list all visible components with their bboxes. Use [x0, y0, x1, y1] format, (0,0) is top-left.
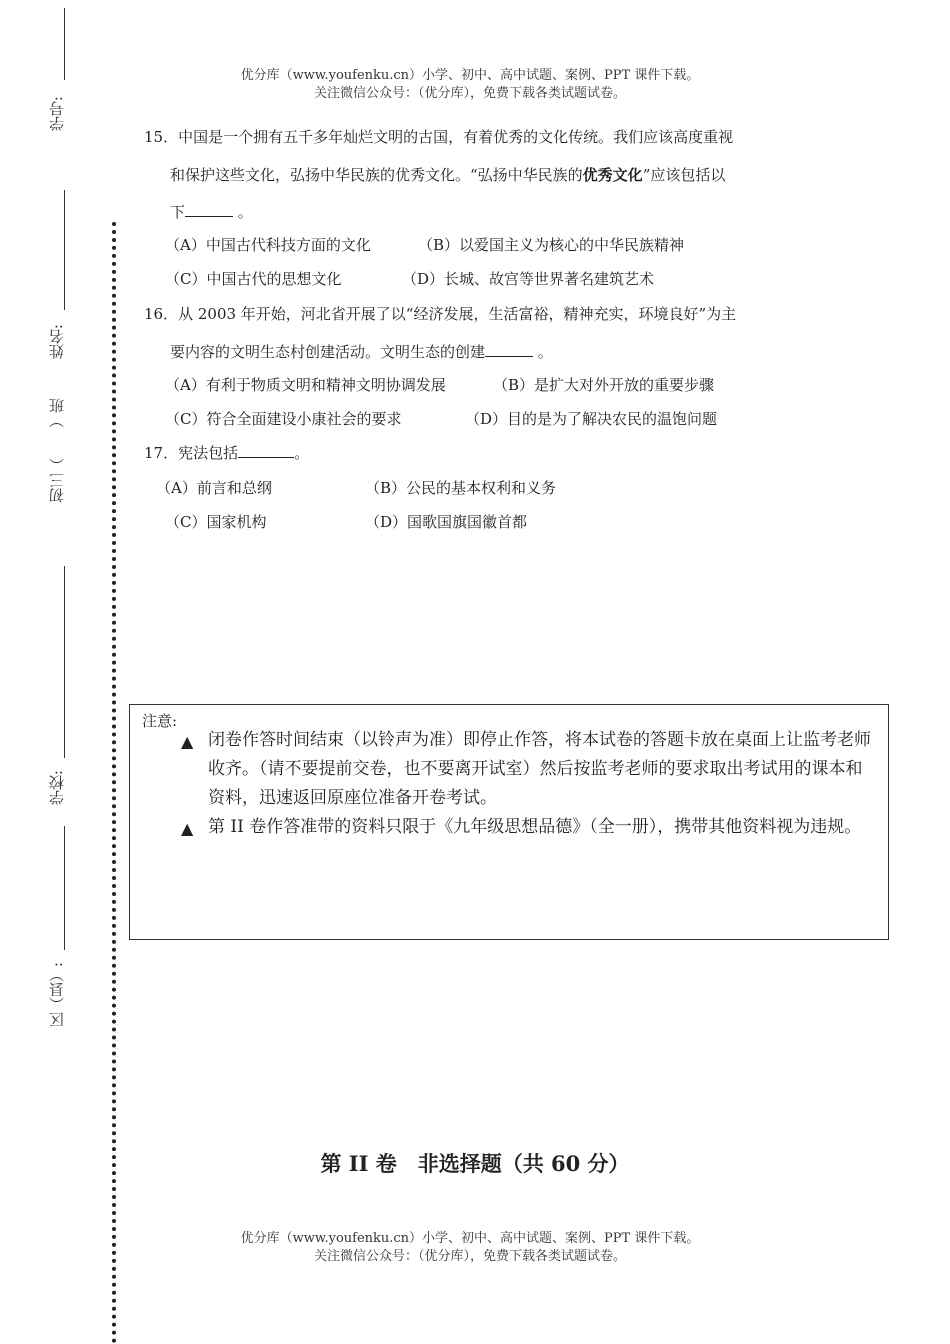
q17-line-1-post: 。 — [294, 444, 310, 462]
q15-line-2 — [170, 165, 725, 185]
q17-option-a: （A）前言和总纲 — [156, 479, 272, 497]
section-title: 第 II 卷 非选择题（共 60 分） — [320, 1151, 630, 1176]
q15-line-3-pre: 下 — [170, 203, 186, 221]
school-label: 学校: — [48, 770, 66, 806]
school-line — [64, 826, 65, 950]
q16-option-c: （C）符合全面建设小康社会的要求 — [165, 410, 402, 428]
q17-line-1 — [144, 443, 309, 463]
footer-line-2: 关注微信公众号：（优分库），免费下载各类试题试卷。 — [313, 1249, 626, 1264]
q16-answer-blank — [485, 342, 533, 357]
footer-line-1: 优分库（www.youfenku.cn）小学、初中、高中试题、案例、PPT 课件下载。 — [240, 1231, 700, 1246]
q15-line-3 — [170, 202, 253, 222]
notice-bullet-2: ▲ — [181, 819, 194, 838]
q15-option-c: （C）中国古代的思想文化 — [165, 270, 342, 288]
q16-option-b: （B）是扩大对外开放的重要步骤 — [493, 376, 715, 394]
q15-option-b: （B）以爱国主义为核心的中华民族精神 — [418, 236, 685, 254]
name-line — [64, 190, 65, 310]
q16-line-1: 16．从 2003 年开始，河北省开展了以“经济发展，生活富裕，精神充实，环境良好”为主 — [144, 305, 737, 323]
q15-line-1: 15．中国是一个拥有五千多年灿烂文明的古国，有着优秀的文化传统。我们应该高度重视 — [144, 128, 734, 146]
q16-line-2-post: 。 — [537, 343, 553, 361]
q15-bold-term: 优秀文化 — [582, 166, 643, 184]
q17-option-c: （C）国家机构 — [165, 513, 267, 531]
q17-answer-blank — [238, 443, 294, 458]
notice-title: 注意: — [142, 712, 178, 730]
class-label: 初三（ ）班 — [48, 398, 66, 503]
q15-option-d: （D）长城、故宫等世界著名建筑艺术 — [402, 270, 655, 288]
q16-line-2 — [170, 342, 553, 362]
q16-option-a: （A）有利于物质文明和精神文明协调发展 — [165, 376, 446, 394]
class-line — [64, 566, 65, 758]
q16-option-d: （D）目的是为了解决农民的温饱问题 — [465, 410, 718, 428]
q17-line-1-pre: 17．宪法包括 — [144, 444, 239, 462]
header-line-2: 关注微信公众号：（优分库），免费下载各类试题试卷。 — [313, 86, 626, 101]
notice-item-1: 闭卷作答时间结束（以铃声为准）即停止作答，将本试卷的答题卡放在桌面上让监考老师收齐。（请不要提前交卷，也不要离开试室）然后按监考老师的要求取出考试用的课本和资料，迅速返回原座位准备开卷考试。 — [208, 730, 871, 808]
q16-line-2-pre: 要内容的文明生态村创建活动。文明生态的创建 — [170, 343, 486, 361]
name-label: 姓名: — [48, 324, 66, 360]
q15-option-a: （A）中国古代科技方面的文化 — [165, 236, 371, 254]
q15-line-2-pre: 和保护这些文化，弘扬中华民族的优秀文化。“弘扬中华民族的 — [170, 166, 583, 184]
district-label: 区（县）: — [48, 962, 66, 1028]
q15-line-2-post: ”应该包括以 — [642, 166, 726, 184]
student-id-line — [64, 8, 65, 80]
q15-line-3-post: 。 — [237, 203, 253, 221]
notice-item-2: 第 II 卷作答准带的资料只限于《九年级思想品德》（全一册），携带其他资料视为违规。 — [208, 817, 862, 837]
student-id-label: 学号: — [48, 96, 66, 132]
q15-answer-blank — [185, 202, 233, 217]
q17-option-d: （D）国歌国旗国徽首都 — [365, 513, 528, 531]
notice-bullet-1: ▲ — [181, 732, 194, 751]
header-line-1: 优分库（www.youfenku.cn）小学、初中、高中试题、案例、PPT 课件下载。 — [240, 68, 700, 83]
q17-option-b: （B）公民的基本权利和义务 — [365, 479, 557, 497]
